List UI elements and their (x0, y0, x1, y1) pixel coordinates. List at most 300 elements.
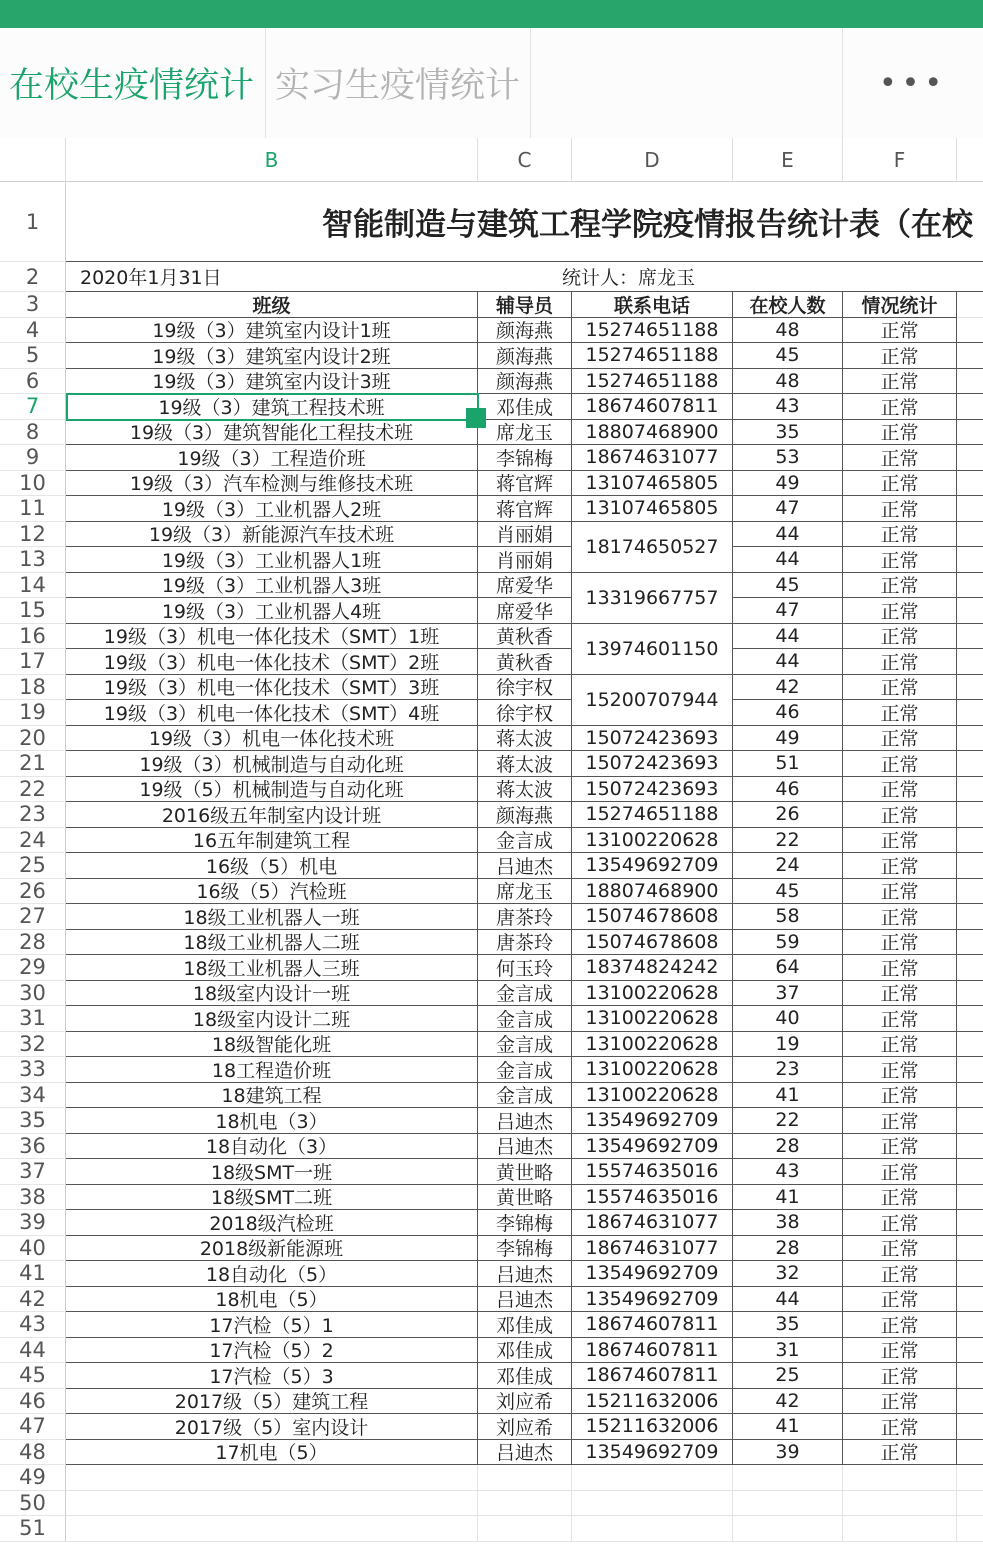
table-cell-C41[interactable]: 吕迪杰 (478, 1261, 572, 1287)
empty-cell-50-0[interactable] (66, 1491, 478, 1517)
table-cell-E36[interactable]: 28 (733, 1134, 843, 1160)
table-cell-E20[interactable]: 49 (733, 726, 843, 752)
table-cell-B27[interactable]: 18级工业机器人一班 (66, 904, 478, 930)
empty-cell-49-5[interactable] (957, 1465, 983, 1491)
table-cell-C14[interactable]: 席爱华 (478, 573, 572, 599)
table-cell-D23[interactable]: 15274651188 (572, 802, 733, 828)
table-cell-C20[interactable]: 蒋太波 (478, 726, 572, 752)
row-header-19[interactable]: 19 (0, 700, 66, 726)
table-cell-C18[interactable]: 徐宇权 (478, 675, 572, 701)
empty-cell-50-3[interactable] (733, 1491, 843, 1517)
table-cell-F12[interactable]: 正常 (843, 522, 957, 548)
row-header-27[interactable]: 27 (0, 904, 66, 930)
empty-cell-51-1[interactable] (478, 1516, 572, 1542)
table-cell-F36[interactable]: 正常 (843, 1134, 957, 1160)
row-header-14[interactable]: 14 (0, 573, 66, 599)
table-cell-F10[interactable]: 正常 (843, 471, 957, 497)
empty-cell-49-2[interactable] (572, 1465, 733, 1491)
table-cell-E43[interactable]: 35 (733, 1312, 843, 1338)
row-header-29[interactable]: 29 (0, 955, 66, 981)
table-cell-E33[interactable]: 23 (733, 1057, 843, 1083)
table-cell-E48[interactable]: 39 (733, 1440, 843, 1466)
table-cell-D12[interactable]: 18174650527 (572, 522, 733, 573)
table-cell-B14[interactable]: 19级（3）工业机器人3班 (66, 573, 478, 599)
table-cell-C24[interactable]: 金言成 (478, 828, 572, 854)
column-header-D[interactable]: D (572, 138, 733, 182)
table-cell-G40[interactable] (957, 1236, 983, 1262)
row-header-12[interactable]: 12 (0, 522, 66, 548)
table-cell-B12[interactable]: 19级（3）新能源汽车技术班 (66, 522, 478, 548)
table-cell-C42[interactable]: 吕迪杰 (478, 1287, 572, 1313)
fill-handle[interactable] (466, 408, 486, 428)
table-cell-D43[interactable]: 18674607811 (572, 1312, 733, 1338)
table-cell-F31[interactable]: 正常 (843, 1006, 957, 1032)
table-cell-B30[interactable]: 18级室内设计一班 (66, 981, 478, 1007)
row-header-51[interactable]: 51 (0, 1516, 66, 1542)
empty-cell-51-2[interactable] (572, 1516, 733, 1542)
table-cell-B39[interactable]: 2018级汽检班 (66, 1210, 478, 1236)
table-cell-C17[interactable]: 黄秋香 (478, 649, 572, 675)
table-cell-G21[interactable] (957, 751, 983, 777)
row-header-22[interactable]: 22 (0, 777, 66, 803)
table-cell-D36[interactable]: 13549692709 (572, 1134, 733, 1160)
table-cell-B19[interactable]: 19级（3）机电一体化技术（SMT）4班 (66, 700, 478, 726)
table-header-C[interactable]: 辅导员 (478, 292, 572, 318)
table-cell-E13[interactable]: 44 (733, 547, 843, 573)
table-cell-F22[interactable]: 正常 (843, 777, 957, 803)
table-cell-E5[interactable]: 45 (733, 343, 843, 369)
row-header-26[interactable]: 26 (0, 879, 66, 905)
table-cell-E44[interactable]: 31 (733, 1338, 843, 1364)
table-cell-E22[interactable]: 46 (733, 777, 843, 803)
table-cell-E17[interactable]: 44 (733, 649, 843, 675)
table-cell-D20[interactable]: 15072423693 (572, 726, 733, 752)
table-cell-G31[interactable] (957, 1006, 983, 1032)
table-cell-E8[interactable]: 35 (733, 420, 843, 446)
table-cell-E39[interactable]: 38 (733, 1210, 843, 1236)
table-cell-F30[interactable]: 正常 (843, 981, 957, 1007)
table-cell-B24[interactable]: 16五年制建筑工程 (66, 828, 478, 854)
table-cell-D22[interactable]: 15072423693 (572, 777, 733, 803)
row-header-50[interactable]: 50 (0, 1491, 66, 1517)
row-header-31[interactable]: 31 (0, 1006, 66, 1032)
table-cell-E6[interactable]: 48 (733, 369, 843, 395)
table-cell-F44[interactable]: 正常 (843, 1338, 957, 1364)
table-header-E[interactable]: 在校人数 (733, 292, 843, 318)
table-cell-D14[interactable]: 13319667757 (572, 573, 733, 624)
table-cell-C21[interactable]: 蒋太波 (478, 751, 572, 777)
table-cell-F46[interactable]: 正常 (843, 1389, 957, 1415)
table-cell-F48[interactable]: 正常 (843, 1440, 957, 1466)
table-cell-G5[interactable] (957, 343, 983, 369)
table-cell-C15[interactable]: 席爱华 (478, 598, 572, 624)
table-cell-G26[interactable] (957, 879, 983, 905)
table-cell-E27[interactable]: 58 (733, 904, 843, 930)
row-header-9[interactable]: 9 (0, 445, 66, 471)
table-cell-D8[interactable]: 18807468900 (572, 420, 733, 446)
table-cell-F6[interactable]: 正常 (843, 369, 957, 395)
row-header-32[interactable]: 32 (0, 1032, 66, 1058)
table-cell-F16[interactable]: 正常 (843, 624, 957, 650)
table-cell-G11[interactable] (957, 496, 983, 522)
row-header-8[interactable]: 8 (0, 420, 66, 446)
table-cell-D40[interactable]: 18674631077 (572, 1236, 733, 1262)
table-cell-G22[interactable] (957, 777, 983, 803)
table-cell-E7[interactable]: 43 (733, 394, 843, 420)
table-cell-F38[interactable]: 正常 (843, 1185, 957, 1211)
table-cell-C16[interactable]: 黄秋香 (478, 624, 572, 650)
table-cell-B9[interactable]: 19级（3）工程造价班 (66, 445, 478, 471)
table-cell-D26[interactable]: 18807468900 (572, 879, 733, 905)
table-cell-C31[interactable]: 金言成 (478, 1006, 572, 1032)
table-cell-C23[interactable]: 颜海燕 (478, 802, 572, 828)
row-header-11[interactable]: 11 (0, 496, 66, 522)
table-cell-E40[interactable]: 28 (733, 1236, 843, 1262)
empty-cell-50-2[interactable] (572, 1491, 733, 1517)
row-header-49[interactable]: 49 (0, 1465, 66, 1491)
table-cell-B36[interactable]: 18自动化（3） (66, 1134, 478, 1160)
table-cell-C4[interactable]: 颜海燕 (478, 318, 572, 344)
row-header-37[interactable]: 37 (0, 1159, 66, 1185)
table-cell-G32[interactable] (957, 1032, 983, 1058)
row-header-48[interactable]: 48 (0, 1440, 66, 1466)
table-cell-F25[interactable]: 正常 (843, 853, 957, 879)
row-header-1[interactable]: 1 (0, 182, 66, 262)
row-header-16[interactable]: 16 (0, 624, 66, 650)
table-cell-D35[interactable]: 13549692709 (572, 1108, 733, 1134)
table-cell-F34[interactable]: 正常 (843, 1083, 957, 1109)
table-cell-E23[interactable]: 26 (733, 802, 843, 828)
table-cell-G42[interactable] (957, 1287, 983, 1313)
empty-cell-49-0[interactable] (66, 1465, 478, 1491)
table-cell-G45[interactable] (957, 1363, 983, 1389)
table-cell-G6[interactable] (957, 369, 983, 395)
row-header-23[interactable]: 23 (0, 802, 66, 828)
row-header-25[interactable]: 25 (0, 853, 66, 879)
cell-G3[interactable] (957, 292, 983, 318)
table-cell-G44[interactable] (957, 1338, 983, 1364)
column-header-E[interactable]: E (733, 138, 843, 182)
table-cell-E35[interactable]: 22 (733, 1108, 843, 1134)
table-cell-F45[interactable]: 正常 (843, 1363, 957, 1389)
table-cell-D25[interactable]: 13549692709 (572, 853, 733, 879)
table-cell-C22[interactable]: 蒋太波 (478, 777, 572, 803)
row-header-47[interactable]: 47 (0, 1414, 66, 1440)
table-cell-E18[interactable]: 42 (733, 675, 843, 701)
table-cell-B21[interactable]: 19级（3）机械制造与自动化班 (66, 751, 478, 777)
row-header-18[interactable]: 18 (0, 675, 66, 701)
table-cell-F15[interactable]: 正常 (843, 598, 957, 624)
row-header-35[interactable]: 35 (0, 1108, 66, 1134)
row-header-45[interactable]: 45 (0, 1363, 66, 1389)
table-cell-B43[interactable]: 17汽检（5）1 (66, 1312, 478, 1338)
table-cell-B44[interactable]: 17汽检（5）2 (66, 1338, 478, 1364)
table-cell-F18[interactable]: 正常 (843, 675, 957, 701)
table-cell-F26[interactable]: 正常 (843, 879, 957, 905)
table-cell-G39[interactable] (957, 1210, 983, 1236)
table-cell-C25[interactable]: 吕迪杰 (478, 853, 572, 879)
table-cell-B17[interactable]: 19级（3）机电一体化技术（SMT）2班 (66, 649, 478, 675)
table-cell-F21[interactable]: 正常 (843, 751, 957, 777)
row-header-39[interactable]: 39 (0, 1210, 66, 1236)
empty-cell-50-5[interactable] (957, 1491, 983, 1517)
table-cell-B8[interactable]: 19级（3）建筑智能化工程技术班 (66, 420, 478, 446)
tab-in-school[interactable]: 在校生疫情统计 (0, 28, 266, 138)
table-cell-G38[interactable] (957, 1185, 983, 1211)
table-cell-E19[interactable]: 46 (733, 700, 843, 726)
table-cell-E47[interactable]: 41 (733, 1414, 843, 1440)
table-cell-B11[interactable]: 19级（3）工业机器人2班 (66, 496, 478, 522)
row-header-3[interactable]: 3 (0, 292, 66, 318)
table-cell-C8[interactable]: 席龙玉 (478, 420, 572, 446)
table-cell-B16[interactable]: 19级（3）机电一体化技术（SMT）1班 (66, 624, 478, 650)
table-cell-D27[interactable]: 15074678608 (572, 904, 733, 930)
row-header-24[interactable]: 24 (0, 828, 66, 854)
table-cell-D9[interactable]: 18674631077 (572, 445, 733, 471)
statistician[interactable]: 统计人：席龙玉 (558, 262, 983, 292)
table-cell-B28[interactable]: 18级工业机器人二班 (66, 930, 478, 956)
table-cell-F40[interactable]: 正常 (843, 1236, 957, 1262)
table-cell-C46[interactable]: 刘应希 (478, 1389, 572, 1415)
table-cell-B40[interactable]: 2018级新能源班 (66, 1236, 478, 1262)
table-cell-C32[interactable]: 金言成 (478, 1032, 572, 1058)
table-cell-G13[interactable] (957, 547, 983, 573)
empty-cell-51-0[interactable] (66, 1516, 478, 1542)
empty-cell-50-1[interactable] (478, 1491, 572, 1517)
table-cell-F27[interactable]: 正常 (843, 904, 957, 930)
table-cell-E46[interactable]: 42 (733, 1389, 843, 1415)
table-cell-B32[interactable]: 18级智能化班 (66, 1032, 478, 1058)
row-header-13[interactable]: 13 (0, 547, 66, 573)
table-cell-G8[interactable] (957, 420, 983, 446)
table-cell-D29[interactable]: 18374824242 (572, 955, 733, 981)
table-header-D[interactable]: 联系电话 (572, 292, 733, 318)
table-cell-B15[interactable]: 19级（3）工业机器人4班 (66, 598, 478, 624)
table-cell-B41[interactable]: 18自动化（5） (66, 1261, 478, 1287)
table-cell-C11[interactable]: 蒋官辉 (478, 496, 572, 522)
table-cell-F11[interactable]: 正常 (843, 496, 957, 522)
table-cell-E29[interactable]: 64 (733, 955, 843, 981)
empty-cell-49-1[interactable] (478, 1465, 572, 1491)
table-cell-C44[interactable]: 邓佳成 (478, 1338, 572, 1364)
table-cell-C6[interactable]: 颜海燕 (478, 369, 572, 395)
table-cell-E16[interactable]: 44 (733, 624, 843, 650)
table-header-B[interactable]: 班级 (66, 292, 478, 318)
table-cell-F28[interactable]: 正常 (843, 930, 957, 956)
table-cell-D32[interactable]: 13100220628 (572, 1032, 733, 1058)
table-cell-D47[interactable]: 15211632006 (572, 1414, 733, 1440)
table-cell-G17[interactable] (957, 649, 983, 675)
table-cell-F42[interactable]: 正常 (843, 1287, 957, 1313)
row-header-38[interactable]: 38 (0, 1185, 66, 1211)
table-cell-D38[interactable]: 15574635016 (572, 1185, 733, 1211)
table-cell-D28[interactable]: 15074678608 (572, 930, 733, 956)
table-cell-G37[interactable] (957, 1159, 983, 1185)
table-cell-E41[interactable]: 32 (733, 1261, 843, 1287)
row-header-21[interactable]: 21 (0, 751, 66, 777)
table-cell-G7[interactable] (957, 394, 983, 420)
table-cell-G41[interactable] (957, 1261, 983, 1287)
spreadsheet-grid[interactable] (0, 138, 983, 1546)
row-header-4[interactable]: 4 (0, 318, 66, 344)
row-header-46[interactable]: 46 (0, 1389, 66, 1415)
empty-cell-51-5[interactable] (957, 1516, 983, 1542)
table-cell-G46[interactable] (957, 1389, 983, 1415)
column-header-C[interactable]: C (478, 138, 572, 182)
table-cell-D33[interactable]: 13100220628 (572, 1057, 733, 1083)
table-cell-G14[interactable] (957, 573, 983, 599)
table-cell-C27[interactable]: 唐茶玲 (478, 904, 572, 930)
table-cell-G27[interactable] (957, 904, 983, 930)
table-cell-B26[interactable]: 16级（5）汽检班 (66, 879, 478, 905)
table-cell-F32[interactable]: 正常 (843, 1032, 957, 1058)
column-header-B[interactable]: B (66, 138, 478, 182)
table-cell-C26[interactable]: 席龙玉 (478, 879, 572, 905)
table-cell-B38[interactable]: 18级SMT二班 (66, 1185, 478, 1211)
table-cell-E25[interactable]: 24 (733, 853, 843, 879)
table-cell-D39[interactable]: 18674631077 (572, 1210, 733, 1236)
table-cell-G25[interactable] (957, 853, 983, 879)
table-cell-E4[interactable]: 48 (733, 318, 843, 344)
table-cell-D18[interactable]: 15200707944 (572, 675, 733, 726)
table-cell-E31[interactable]: 40 (733, 1006, 843, 1032)
table-cell-G30[interactable] (957, 981, 983, 1007)
table-cell-B34[interactable]: 18建筑工程 (66, 1083, 478, 1109)
table-cell-G35[interactable] (957, 1108, 983, 1134)
table-cell-B4[interactable]: 19级（3）建筑室内设计1班 (66, 318, 478, 344)
table-cell-D11[interactable]: 13107465805 (572, 496, 733, 522)
report-date[interactable]: 2020年1月31日 (66, 262, 558, 292)
table-cell-G43[interactable] (957, 1312, 983, 1338)
row-header-30[interactable]: 30 (0, 981, 66, 1007)
table-cell-G33[interactable] (957, 1057, 983, 1083)
table-cell-E14[interactable]: 45 (733, 573, 843, 599)
table-cell-G12[interactable] (957, 522, 983, 548)
table-cell-G47[interactable] (957, 1414, 983, 1440)
table-cell-E38[interactable]: 41 (733, 1185, 843, 1211)
row-header-40[interactable]: 40 (0, 1236, 66, 1262)
table-cell-F8[interactable]: 正常 (843, 420, 957, 446)
table-cell-F5[interactable]: 正常 (843, 343, 957, 369)
table-cell-B10[interactable]: 19级（3）汽车检测与维修技术班 (66, 471, 478, 497)
table-cell-D16[interactable]: 13974601150 (572, 624, 733, 675)
table-cell-G20[interactable] (957, 726, 983, 752)
table-cell-C40[interactable]: 李锦梅 (478, 1236, 572, 1262)
table-cell-D41[interactable]: 13549692709 (572, 1261, 733, 1287)
table-cell-B25[interactable]: 16级（5）机电 (66, 853, 478, 879)
table-cell-C43[interactable]: 邓佳成 (478, 1312, 572, 1338)
table-cell-E24[interactable]: 22 (733, 828, 843, 854)
table-cell-G4[interactable] (957, 318, 983, 344)
table-cell-B5[interactable]: 19级（3）建筑室内设计2班 (66, 343, 478, 369)
table-cell-C29[interactable]: 何玉玲 (478, 955, 572, 981)
row-header-28[interactable]: 28 (0, 930, 66, 956)
empty-cell-49-3[interactable] (733, 1465, 843, 1491)
table-cell-G15[interactable] (957, 598, 983, 624)
table-cell-E11[interactable]: 47 (733, 496, 843, 522)
table-cell-B20[interactable]: 19级（3）机电一体化技术班 (66, 726, 478, 752)
row-header-44[interactable]: 44 (0, 1338, 66, 1364)
table-cell-B37[interactable]: 18级SMT一班 (66, 1159, 478, 1185)
table-cell-C35[interactable]: 吕迪杰 (478, 1108, 572, 1134)
table-cell-E32[interactable]: 19 (733, 1032, 843, 1058)
table-cell-C19[interactable]: 徐宇权 (478, 700, 572, 726)
row-header-17[interactable]: 17 (0, 649, 66, 675)
table-cell-C10[interactable]: 蒋官辉 (478, 471, 572, 497)
table-cell-G9[interactable] (957, 445, 983, 471)
table-cell-D10[interactable]: 13107465805 (572, 471, 733, 497)
table-cell-B48[interactable]: 17机电（5） (66, 1440, 478, 1466)
table-cell-G48[interactable] (957, 1440, 983, 1466)
table-cell-F37[interactable]: 正常 (843, 1159, 957, 1185)
table-cell-G24[interactable] (957, 828, 983, 854)
table-cell-D30[interactable]: 13100220628 (572, 981, 733, 1007)
table-cell-E9[interactable]: 53 (733, 445, 843, 471)
table-cell-D21[interactable]: 15072423693 (572, 751, 733, 777)
table-cell-G18[interactable] (957, 675, 983, 701)
table-cell-F13[interactable]: 正常 (843, 547, 957, 573)
more-horizontal-icon[interactable]: ••• (842, 28, 983, 138)
table-cell-C38[interactable]: 黄世略 (478, 1185, 572, 1211)
table-cell-F23[interactable]: 正常 (843, 802, 957, 828)
row-header-36[interactable]: 36 (0, 1134, 66, 1160)
row-header-42[interactable]: 42 (0, 1287, 66, 1313)
table-cell-C33[interactable]: 金言成 (478, 1057, 572, 1083)
table-cell-C37[interactable]: 黄世略 (478, 1159, 572, 1185)
table-cell-E28[interactable]: 59 (733, 930, 843, 956)
table-cell-D46[interactable]: 15211632006 (572, 1389, 733, 1415)
tab-intern[interactable]: 实习生疫情统计 (266, 28, 531, 138)
table-cell-G19[interactable] (957, 700, 983, 726)
table-cell-C5[interactable]: 颜海燕 (478, 343, 572, 369)
table-cell-B46[interactable]: 2017级（5）建筑工程 (66, 1389, 478, 1415)
table-cell-F20[interactable]: 正常 (843, 726, 957, 752)
table-cell-E12[interactable]: 44 (733, 522, 843, 548)
table-cell-C48[interactable]: 吕迪杰 (478, 1440, 572, 1466)
row-header-2[interactable]: 2 (0, 262, 66, 292)
table-cell-B18[interactable]: 19级（3）机电一体化技术（SMT）3班 (66, 675, 478, 701)
table-cell-C7[interactable]: 邓佳成 (478, 394, 572, 420)
table-cell-F43[interactable]: 正常 (843, 1312, 957, 1338)
table-cell-E10[interactable]: 49 (733, 471, 843, 497)
table-cell-E21[interactable]: 51 (733, 751, 843, 777)
row-header-6[interactable]: 6 (0, 369, 66, 395)
table-cell-E45[interactable]: 25 (733, 1363, 843, 1389)
table-cell-F33[interactable]: 正常 (843, 1057, 957, 1083)
table-cell-B42[interactable]: 18机电（5） (66, 1287, 478, 1313)
table-cell-C28[interactable]: 唐茶玲 (478, 930, 572, 956)
table-cell-B29[interactable]: 18级工业机器人三班 (66, 955, 478, 981)
table-cell-F9[interactable]: 正常 (843, 445, 957, 471)
table-cell-C13[interactable]: 肖丽娟 (478, 547, 572, 573)
row-header-34[interactable]: 34 (0, 1083, 66, 1109)
table-cell-B13[interactable]: 19级（3）工业机器人1班 (66, 547, 478, 573)
table-cell-B35[interactable]: 18机电（3） (66, 1108, 478, 1134)
table-cell-G28[interactable] (957, 930, 983, 956)
table-cell-G36[interactable] (957, 1134, 983, 1160)
table-header-F[interactable]: 情况统计 (843, 292, 957, 318)
row-header-5[interactable]: 5 (0, 343, 66, 369)
table-cell-D44[interactable]: 18674607811 (572, 1338, 733, 1364)
table-cell-F19[interactable]: 正常 (843, 700, 957, 726)
table-cell-B22[interactable]: 19级（5）机械制造与自动化班 (66, 777, 478, 803)
empty-cell-51-4[interactable] (843, 1516, 957, 1542)
table-cell-F7[interactable]: 正常 (843, 394, 957, 420)
row-header-20[interactable]: 20 (0, 726, 66, 752)
row-header-43[interactable]: 43 (0, 1312, 66, 1338)
table-cell-B7[interactable]: 19级（3）建筑工程技术班 (66, 394, 478, 420)
table-cell-F24[interactable]: 正常 (843, 828, 957, 854)
